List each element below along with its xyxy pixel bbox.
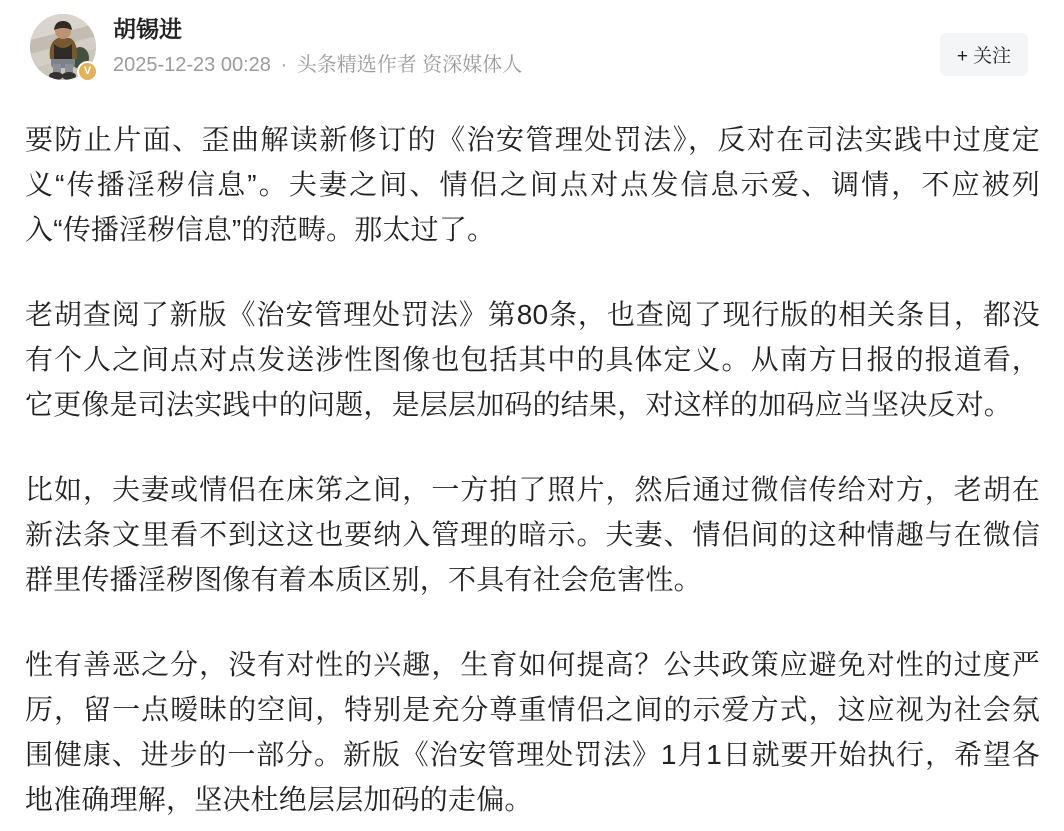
- author-tags: 头条精选作者 资深媒体人: [296, 53, 523, 76]
- author-name[interactable]: 胡锡进: [113, 16, 182, 42]
- post-paragraph: 性有善恶之分，没有对性的兴趣，生育如何提高？公共政策应避免对性的过度严厉，留一点暧昧的空间，特别是充分尊重情侣之间的示爱方式，这应视为社会氛围健康、进步的一部分。新版《治安管理处罚法》1月1日就要开始执行，希望各地准确理解，坚决杜绝层层加码的走偏。: [25, 649, 1040, 815]
- meta-separator: ·: [280, 53, 288, 76]
- post-paragraph: 老胡查阅了新版《治安管理处罚法》第80条，也查阅了现行版的相关条目，都没有个人之间点对点发送涉性图像也包括其中的具体定义。从南方日报的报道看，它更像是司法实践中的问题，是层层加码的结果，对这样的加码应当坚决反对。: [25, 299, 1040, 420]
- follow-button[interactable]: + 关注: [940, 33, 1028, 76]
- verified-badge-icon: V: [77, 61, 98, 82]
- post-meta: [113, 53, 526, 77]
- post-paragraph: 比如，夫妻或情侣在床笫之间，一方拍了照片，然后通过微信传给对方，老胡在新法条文里看不到这这也要纳入管理的暗示。夫妻、情侣间的这种情趣与在微信群里传播淫秽图像有着本质区别，不具有社会危害性。: [25, 474, 1040, 595]
- post-paragraph: 要防止片面、歪曲解读新修订的《治安管理处罚法》，反对在司法实践中过度定义“传播淫秽信息”。夫妻之间、情侣之间点对点发信息示爱、调情，不应被列入“传播淫秽信息”的范畴。那太过了。: [25, 124, 1040, 245]
- avatar[interactable]: [30, 14, 96, 80]
- post-body: [0, 117, 1064, 822]
- post-timestamp: 2025-12-23 00:28: [113, 53, 271, 76]
- author-info: [113, 14, 526, 77]
- post-header: [0, 0, 1064, 80]
